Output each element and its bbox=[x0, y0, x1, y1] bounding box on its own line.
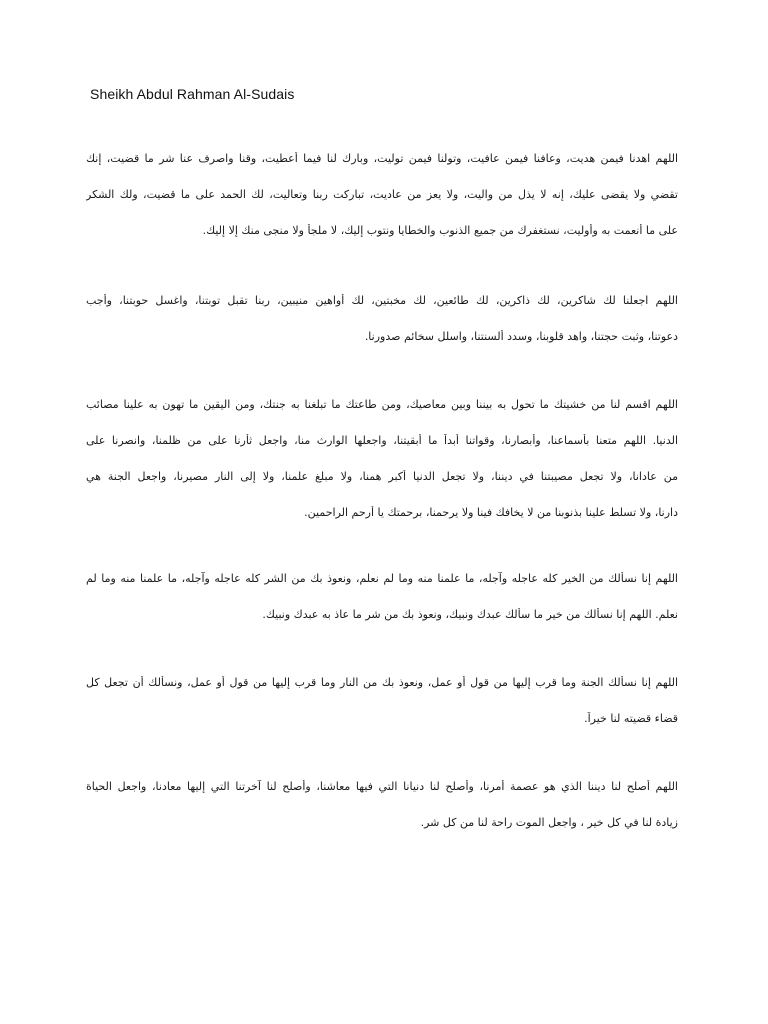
prayer-paragraph-1 bbox=[86, 152, 678, 260]
paragraph-line: دعوتنا، وثبت حجتنا، واهد قلوبنا، وسدد ألسنتنا، واسلل سخائم صدورنا. bbox=[364, 330, 678, 343]
prayer-paragraph-2 bbox=[86, 294, 678, 366]
paragraph-line: اللهم اقسم لنا من خشيتك ما تحول به بيننا وبين معاصيك، ومن طاعتك ما تبلغنا به جنتك، ومن اليقين ما تهون به علينا مصائب bbox=[86, 398, 678, 411]
paragraph-line: الدنيا. اللهم متعنا بأسماعنا، وأبصارنا، وقواتنا أبداً ما أبقيتنا، واجعلها الوارث منا، واجعل ثأرنا على من ظلمنا، وانصرنا على bbox=[86, 434, 678, 447]
paragraph-line: اللهم اجعلنا لك شاكرين، لك ذاكرين، لك طائعين، لك مخبتين، لك أواهين منيبين، ربنا تقبل توبتنا، واغسل حوبتنا، وأجب bbox=[86, 294, 678, 307]
prayer-paragraph-6 bbox=[86, 780, 678, 852]
paragraph-line: قضاء قضيته لنا خيراً. bbox=[584, 712, 678, 725]
paragraph-line: اللهم إنا نسألك الجنة وما قرب إليها من قول أو عمل، ونعوذ بك من النار وما قرب إليها من قول أو عمل، ونسألك أن تجعل كل bbox=[86, 676, 678, 689]
paragraph-line: دارنا، ولا تسلط علينا بذنوبنا من لا يخافك فينا ولا يرحمنا، برحمتك يا أرحم الراحمين. bbox=[304, 506, 678, 519]
document-title: Sheikh Abdul Rahman Al-Sudais bbox=[90, 86, 295, 102]
paragraph-line: زيادة لنا في كل خير ، واجعل الموت راحة لنا من كل شر. bbox=[420, 816, 678, 829]
prayer-paragraph-3 bbox=[86, 398, 678, 542]
paragraph-line: من عادانا، ولا تجعل مصيبتنا في ديننا، ولا تجعل الدنيا أكبر همنا، ولا مبلغ علمنا، ولا إلى النار مصيرنا، واجعل الجنة هي bbox=[86, 470, 678, 483]
prayer-paragraph-5 bbox=[86, 676, 678, 748]
paragraph-line: نعلم. اللهم إنا نسألك من خير ما سألك عبدك ونبيك، ونعوذ بك من شر ما عاذ به عبدك ونبيك. bbox=[262, 608, 678, 621]
paragraph-line: على ما أنعمت به وأوليت، نستغفرك من جميع الذنوب والخطايا ونتوب إليك، لا ملجأ ولا منجى منك إلا إليك. bbox=[202, 224, 678, 237]
paragraph-line: تقضي ولا يقضى عليك، إنه لا يذل من واليت، ولا يعز من عاديت، تباركت ربنا وتعاليت، لك الحمد على ما قضيت، ولك الشكر bbox=[86, 188, 678, 201]
paragraph-line: اللهم إنا نسألك من الخير كله عاجله وآجله، ما علمنا منه وما لم نعلم، ونعوذ بك من الشر كله عاجله وآجله، ما علمنا منه وما لم bbox=[86, 572, 678, 585]
paragraph-line: اللهم اهدنا فيمن هديت، وعافنا فيمن عافيت، وتولنا فيمن توليت، وبارك لنا فيما أعطيت، وقنا واصرف عنا شر ما قضيت، إنك bbox=[86, 152, 678, 165]
prayer-paragraph-4 bbox=[86, 572, 678, 644]
paragraph-line: اللهم أصلح لنا ديننا الذي هو عصمة أمرنا، وأصلح لنا دنيانا التي فيها معاشنا، وأصلح لنا آخرتنا التي إليها معادنا، واجعل الحياة bbox=[86, 780, 678, 793]
